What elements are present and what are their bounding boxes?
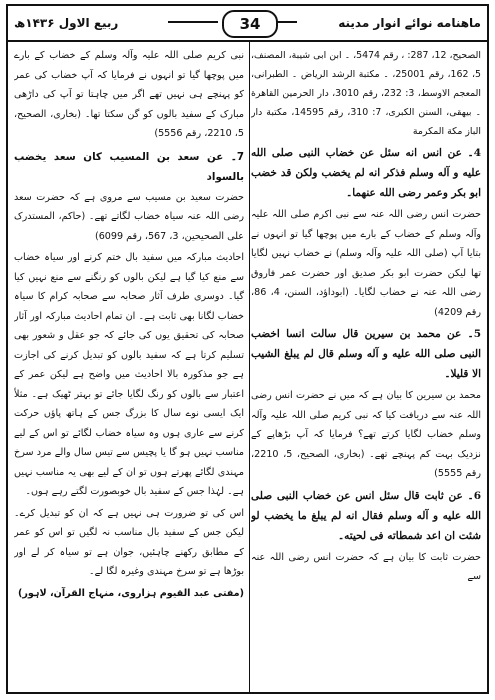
urdu-translation-5: محمد بن سیرین کا بیان ہے کہ میں نے حضرت انس رضی اللہ عنہ سے دریافت کیا کہ نبی کریم صلی اللہ علیہ وآلہ وسلم خضاب لگایا کرتے تھے؟ فرمایا کہ آپ بڑھاپے کے نزدیک بہت کم پہنچے تھے۔ (بخاری، الصحیح، 5، 2210، رقم 5555) bbox=[251, 390, 481, 479]
conclusion-paragraph: اس کی تو ضرورت ہی نہیں ہے کہ ان کو تبدیل کرے۔ لیکن جس کے سفید بال مناسب نہ لگیں تو اس کو عمر کے مطابق رکھنے چاہئیں، جوان ہے تو سیاہ کر لے اور بوڑھا ہے تو سرخ مہندی وغیرہ لگا لے۔ bbox=[14, 507, 244, 577]
page-header bbox=[8, 6, 487, 42]
page-number: 34 bbox=[222, 10, 278, 38]
right-column bbox=[251, 46, 481, 691]
header-rule-right bbox=[277, 21, 297, 23]
reference-block: الصحیح، 12، 287: ، رقم 5474، ۔ ابن ابی شیبة، المصنف، 5، 162، رقم 25001، ۔ مکتبة الرشد الریاض ۔ الطبرانی، المعجم الاوسط، 3: 232، رقم 3010، دار الحرمین القاهرة ۔ بیهقی، السنن الکبری، 7: 310، رقم 14595، مکتبة دار الباز مکة المکرمة bbox=[251, 50, 481, 137]
arabic-hadith-6: 6۔ عن ثابت قال سئل انس عن خضاب النبی صلی الله علیه و آله وسلم فقال انه لم یبلغ ما یخضب لو شئت ان اعد شمطاته فی لحیته۔ bbox=[251, 489, 481, 542]
left-column bbox=[14, 46, 244, 691]
author-attribution: (مفتی عبد القیوم ہزاروی، منہاج القرآن، لاہور) bbox=[17, 587, 244, 599]
column-divider bbox=[249, 42, 250, 692]
arabic-hadith-4: 4۔ عن انس انه سئل عن خضاب النبی صلی الله علیه و آله وسلم فذکر انه لم یخضب ولکن قد خضب ابو بکر وعمر رضی الله عنهما۔ bbox=[251, 147, 481, 199]
urdu-translation-4: حضرت انس رضی اللہ عنہ سے نبی اکرم صلی اللہ علیہ وآلہ وسلم کے خضاب کے بارے میں پوچھا گیا تو انہوں نے بتایا آپ (صلی اللہ علیہ وآلہ وسلم) نے خضاب نہیں لگایا تھا لیکن حضرت ابو بکر صدیق اور حضرت عمر فاروق رضی اللہ عنہ نے خضاب لگایا۔ (ابوداؤد، السنن، 4، 86، رقم 4209) bbox=[251, 209, 481, 318]
urdu-translation-6-cont: نبی کریم صلی اللہ علیہ وآلہ وسلم کے خضاب کے بارے میں پوچھا گیا تو انہوں نے فرمایا کہ آپ خضاب کی عمر کو پہنچے ہی نہیں تھے اگر میں چاہتا تو آپ کی داڑھی مبارک کے سفید بالوں کو گن سکتا تھا۔ (بخاری، الصحیح، 5، 2210، رقم 5556) bbox=[14, 50, 244, 139]
header-rule-left bbox=[168, 21, 218, 23]
magazine-page bbox=[6, 4, 489, 694]
discussion-paragraph: احادیث مبارکہ میں سفید بال ختم کرنے اور سیاہ خضاب سے منع کیا گیا ہے لیکن بالوں کو رنگنے سے منع نہیں کیا گیا۔ دوسری طرف آثار صحابہ سے صحابہ کرام کا سیاہ خضاب لگانا بھی ثابت ہے۔ ان تمام احادیث مبارکہ اور آثار صحابہ کی تحقیق یوں کی جائے کہ جو عقل و شعور بھی تسلیم کرتا ہے کہ سفید بالوں کو تبدیل کرنے کی اجازت ہے جو مذکورہ بالا احادیث میں واضح ہے لیکن عمر کے اعتبار سے بالوں کو رنگ لگایا جائے تو بہتر ٹھیک ہے۔ مثلاً ایک ایسی نوے سال کا بزرگ جس کے ہاتھ پاؤں حرکت کرنے سے عاری ہوں وہ سیاہ خضاب لگائے تو اس کے لیے مناسب نہیں ہو گا یا پچیس سے تیس سال والے مرد سرخ مہندی لگائے پھرتے ہوں تو ان کے لیے بھی یہ مناسب نہیں ہے۔ لہٰذا جس کے سفید بال خوبصورت لگتے رہے ہوں۔ bbox=[14, 252, 244, 497]
issue-date: ربیع الاول ۱۴۳۶ھ bbox=[14, 16, 119, 30]
urdu-translation-7: حضرت سعید بن مسیب سے مروی ہے کہ حضرت سعد رضی اللہ عنہ سیاہ خضاب لگاتے تھے۔ (حاکم، المستدرک علی الصحیحین، 3، 567، رقم 6099) bbox=[14, 191, 244, 242]
urdu-translation-6-start: حضرت ثابت کا بیان ہے کہ حضرت انس رضی اللہ عنہ سے bbox=[251, 551, 481, 582]
hadith-7-heading: 7۔ عن سعد بن المسیب کان سعد یخضب بالسواد bbox=[14, 150, 244, 183]
arabic-hadith-5: 5۔ عن محمد بن سیرین قال سالت انسا اخضب النبی صلی الله علیه و آله وسلم قال لم یبلغ الشیب الا قلیلا۔ bbox=[251, 328, 481, 380]
magazine-title: ماهنامه نوائے انوار مدینه bbox=[338, 16, 481, 30]
